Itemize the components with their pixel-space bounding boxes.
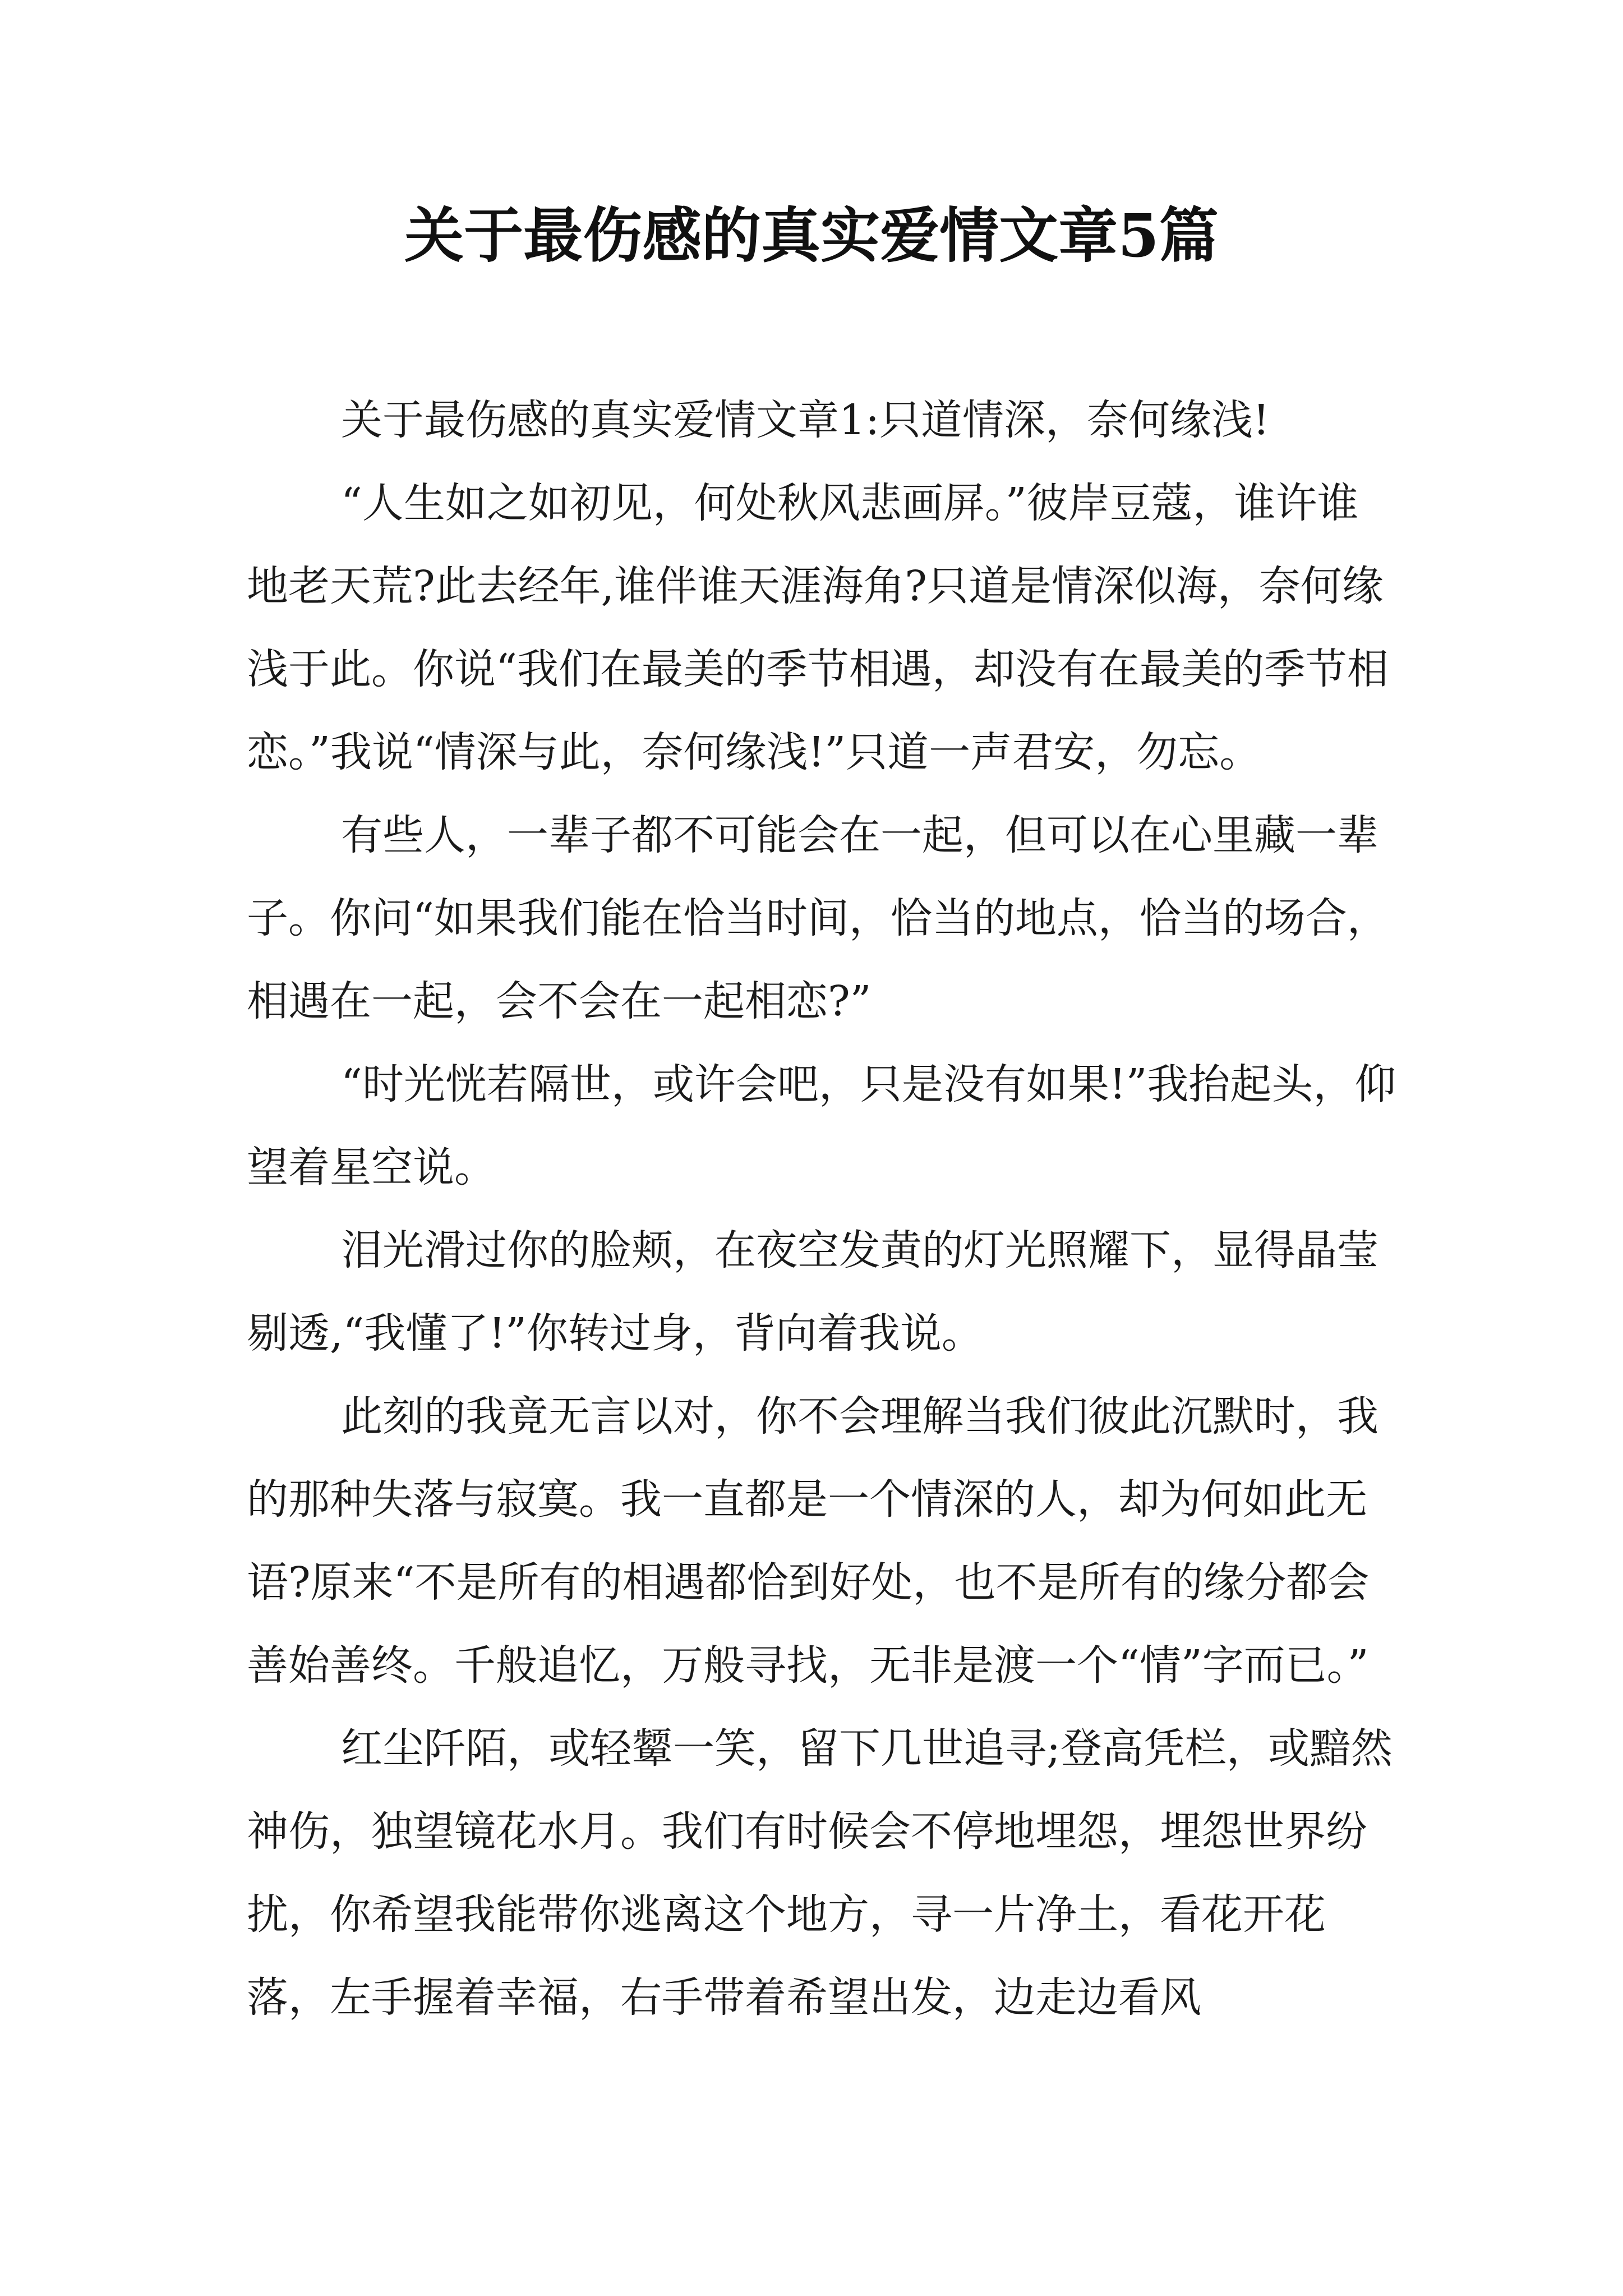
- paragraph-4: “时光恍若隔世，或许会吧，只是没有如果!”我抬起头，仰望着星空说。: [247, 1060, 1396, 1191]
- paragraph-1: 关于最伤感的真实爱情文章1:只道情深，奈何缘浅!: [341, 396, 1270, 444]
- document-title: 关于最伤感的真实爱情文章5篇: [404, 200, 1219, 270]
- document-body: [247, 379, 1396, 2039]
- paragraph-6: 此刻的我竟无言以对，你不会理解当我们彼此沉默时，我的那种失落与寂寞。我一直都是一个情深的人，却为何如此无语?原来“不是所有的相遇都恰到好处，也不是所有的缘分都会善始善终。千般追忆，万般寻找，无非是渡一个“情”字而已。”: [247, 1392, 1378, 1690]
- paragraph-3: 有些人，一辈子都不可能会在一起，但可以在心里藏一辈子。你问“如果我们能在恰当时间，恰当的地点，恰当的场合，相遇在一起，会不会在一起相恋?”: [247, 811, 1389, 1025]
- paragraph-7: 红尘阡陌，或轻颦一笑，留下几世追寻;登高凭栏，或黯然神伤，独望镜花水月。我们有时候会不停地埋怨，埋怨世界纷扰，你希望我能带你逃离这个地方，寻一片净土，看花开花落，左手握着幸福，右手带着希望出发，边走边看风: [247, 1724, 1393, 2022]
- paragraph-2: “人生如之如初见，何处秋风悲画屏。”彼岸豆蔻，谁许谁地老天荒?此去经年,谁伴谁天涯海角?只道是情深似海，奈何缘浅于此。你说“我们在最美的季节相遇，却没有在最美的季节相恋。”我说“情深与此，奈何缘浅!”只道一声君安，勿忘。: [247, 479, 1389, 776]
- paragraph-5: 泪光滑过你的脸颊，在夜空发黄的灯光照耀下，显得晶莹剔透,“我懂了!”你转过身，背向着我说。: [247, 1226, 1378, 1358]
